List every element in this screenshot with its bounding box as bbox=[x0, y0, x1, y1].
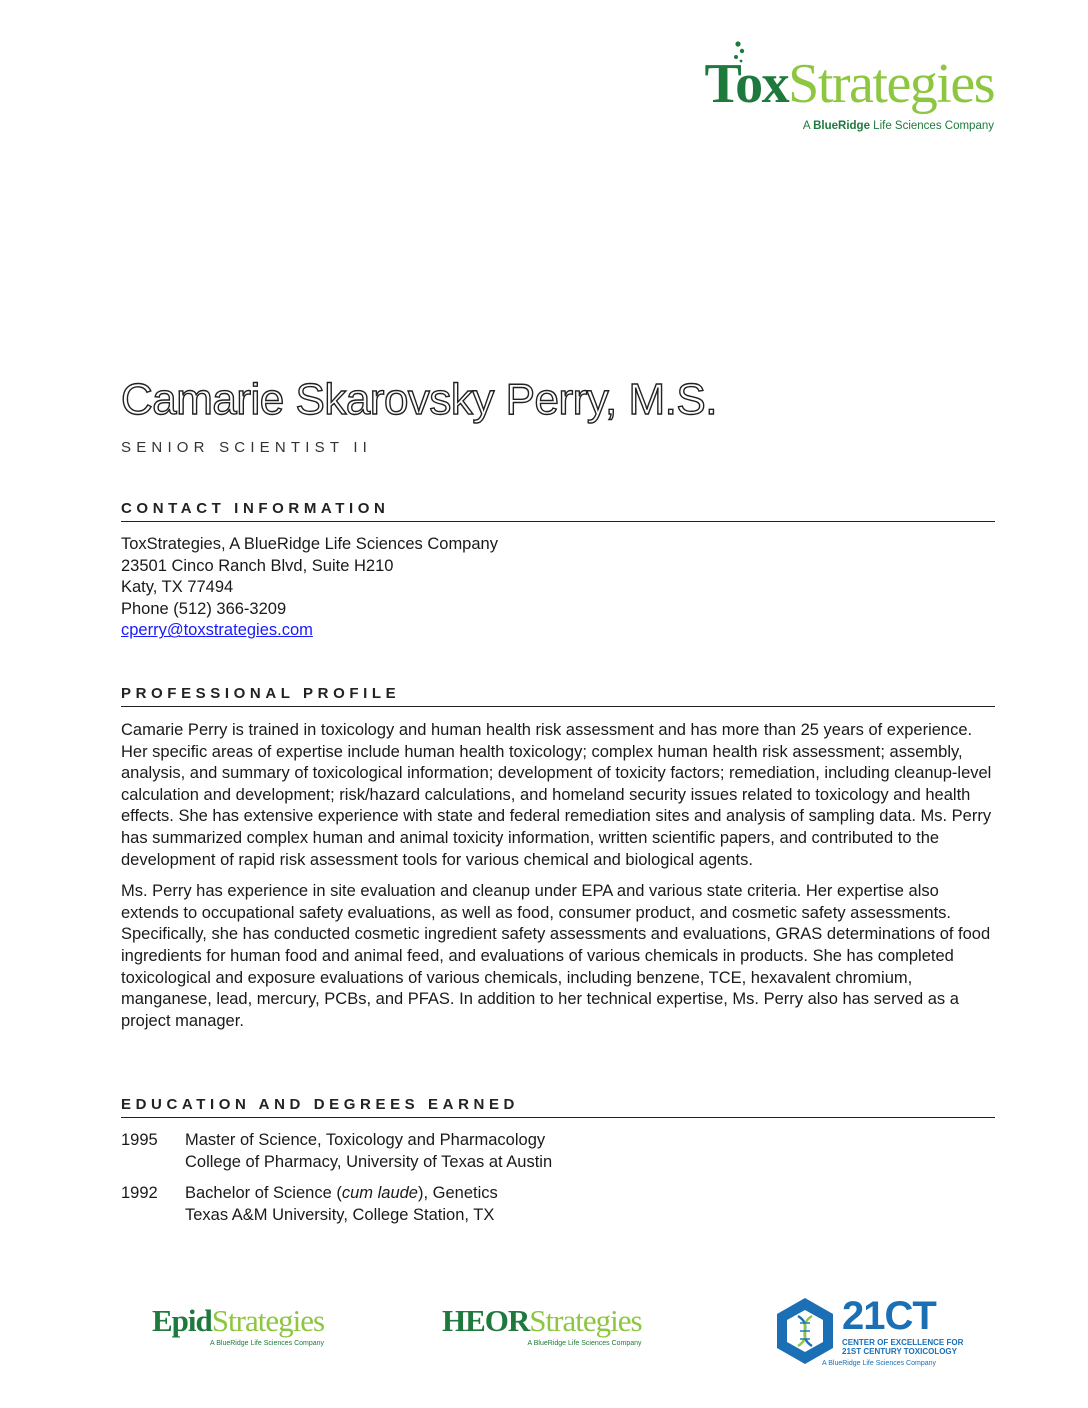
toxstrategies-logo bbox=[634, 40, 994, 140]
logo-strategies-text: Strategies bbox=[788, 53, 994, 115]
21ct-logo bbox=[774, 1294, 964, 1372]
heor-tagline: A BlueRidge Life Sciences Company bbox=[527, 1340, 642, 1347]
ct-tagline: A BlueRidge Life Sciences Company bbox=[822, 1360, 937, 1367]
ct-line2: 21ST CENTURY TOXICOLOGY bbox=[842, 1347, 957, 1356]
epidstrategies-logo: EpidStrategies A BlueRidge Life Sciences Company bbox=[152, 1303, 325, 1347]
education-school: Texas A&M University, College Station, TX bbox=[185, 1205, 495, 1224]
contact-email-link[interactable]: cperry@toxstrategies.com bbox=[121, 621, 313, 640]
contact-block bbox=[121, 534, 498, 642]
logo-tagline-brand: BlueRidge bbox=[813, 120, 870, 132]
heorstrategies-logo: HEORStrategies A BlueRidge Life Sciences Company bbox=[442, 1303, 642, 1347]
education-year: 1995 bbox=[121, 1131, 158, 1149]
profile-heading: PROFESSIONAL PROFILE bbox=[121, 685, 995, 707]
education-year: 1992 bbox=[121, 1184, 158, 1203]
profile-paragraph: Camarie Perry is trained in toxicology and human health risk assessment and has more than 25 years of experience. Her specific areas of expertise include human health toxicology; complex human health risk assessment; assembly, analysis, and summary of toxicological information; development of toxicity factors; remediation, including cleanup-level calculation and development; risk/hazard calculations, and homeland security issues related to toxicology and health effects. She has extensive experience with state and federal remediation sites and analysis of sampling data. Ms. Perry has summarized complex human and animal toxicity information, written scientific papers, and contributed to the development of rapid risk assessment tools for various chemical and biological agents. bbox=[121, 721, 992, 869]
epid-tagline: A BlueRidge Life Sciences Company bbox=[210, 1340, 325, 1347]
profile-paragraph: Ms. Perry has experience in site evaluation and cleanup under EPA and various state criteria. Her expertise also extends to occupational safety evaluations, as well as food, consumer product, and cosmetic safety assessments. Specifically, she has conducted cosmetic ingredient safety assessments and evaluations, GRAS determinations of food ingredients for human food and animal feed, and evaluations of various chemicals in products. She has completed toxicological and exposure evaluations of various chemicals, including benzene, TCE, hexavalent chromium, manganese, lead, mercury, PCBs, and PFAS. In addition to her technical expertise, Ms. Perry also has served as a project manager. bbox=[121, 882, 991, 1030]
education-degree: Bachelor of Science (cum laude), Genetics bbox=[185, 1184, 498, 1203]
education-entry bbox=[121, 1130, 995, 1173]
person-name: Camarie Skarovsky Perry, M.S. bbox=[121, 375, 717, 424]
contact-company: ToxStrategies, A BlueRidge Life Sciences Company bbox=[121, 535, 498, 553]
contact-address-line2: Katy, TX 77494 bbox=[121, 578, 234, 597]
education-school: College of Pharmacy, University of Texas at Austin bbox=[185, 1152, 553, 1171]
ct-wordmark: 21CT bbox=[842, 1294, 936, 1338]
profile-block bbox=[121, 720, 993, 1042]
education-degree: Master of Science, Toxicology and Pharmacology bbox=[185, 1131, 546, 1149]
dna-hexagon-icon bbox=[774, 1296, 836, 1366]
ct-line1: CENTER OF EXCELLENCE FOR bbox=[842, 1338, 964, 1347]
degree-honor: cum laude bbox=[341, 1184, 418, 1203]
education-entry bbox=[121, 1183, 995, 1226]
person-title: SENIOR SCIENTIST II bbox=[121, 439, 373, 456]
contact-phone: Phone (512) 366-3209 bbox=[121, 599, 287, 618]
contact-heading: CONTACT INFORMATION bbox=[121, 500, 995, 522]
logo-tagline: A BlueRidge Life Sciences Company bbox=[802, 120, 994, 132]
education-heading: EDUCATION AND DEGREES EARNED bbox=[121, 1096, 995, 1118]
logo-tox-text: Tox bbox=[704, 53, 789, 115]
education-list bbox=[121, 1130, 995, 1236]
logo-wordmark bbox=[704, 54, 994, 114]
contact-address-line1: 23501 Cinco Ranch Blvd, Suite H210 bbox=[121, 556, 394, 575]
